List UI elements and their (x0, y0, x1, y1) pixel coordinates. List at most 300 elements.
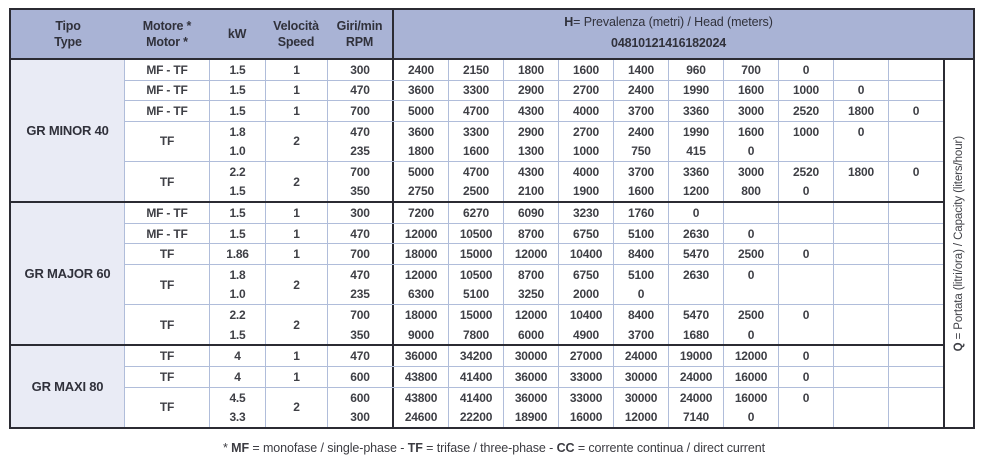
kw-value: 4 (234, 369, 241, 384)
capacity-value (889, 305, 943, 325)
rpm-cell (327, 122, 392, 161)
capacity-value: 2520 (793, 164, 819, 179)
capacity-value: 0 (747, 144, 755, 159)
capacity-value: 3000 (738, 164, 764, 179)
capacity-value: 3700 (628, 164, 654, 179)
rpm-value: 470 (350, 267, 370, 282)
header-kw-label: kW (227, 26, 247, 41)
capacity-value: 41400 (459, 369, 493, 384)
rpm-cell (327, 224, 392, 244)
capacity-value (834, 325, 888, 345)
capacity-cell (503, 305, 558, 344)
capacity-value: 0 (637, 287, 645, 302)
capacity-value (889, 407, 943, 427)
capacity-cell (448, 388, 503, 427)
spec-row (125, 387, 943, 427)
capacity-cell (888, 101, 943, 121)
capacity-cell (448, 60, 503, 80)
capacity-value (834, 244, 888, 264)
rpm-value: 300 (350, 205, 370, 220)
spec-row (125, 223, 943, 244)
rpm-value: 700 (350, 247, 370, 262)
footnote-segment: TF (407, 441, 423, 455)
capacity-cell (613, 101, 668, 121)
spec-row (125, 346, 943, 366)
head-col-label: 14 (658, 36, 672, 50)
rpm-value: 600 (350, 369, 370, 384)
capacity-value: 0 (802, 369, 810, 384)
capacity-value: 30000 (624, 369, 658, 384)
kw-value: 2.2 (229, 307, 246, 322)
capacity-value (834, 346, 888, 366)
rpm-value: 235 (350, 287, 370, 302)
capacity-cell (833, 244, 888, 264)
capacity-cell (503, 367, 558, 387)
capacity-value: 24000 (679, 369, 713, 384)
capacity-cell (723, 81, 778, 101)
capacity-cell (778, 346, 833, 366)
capacity-cell (778, 60, 833, 80)
speed-cell: 1 (265, 346, 327, 366)
section-rows (125, 346, 943, 427)
capacity-value: 4300 (518, 164, 544, 179)
motor-cell: TF (159, 247, 175, 262)
capacity-cell (448, 122, 503, 161)
capacity-cell (392, 265, 448, 304)
capacity-cell (833, 224, 888, 244)
capacity-value: 18900 (514, 410, 548, 425)
capacity-value (834, 407, 888, 427)
capacity-cell (668, 265, 723, 304)
capacity-cell (558, 203, 613, 223)
capacity-cell (723, 101, 778, 121)
capacity-value: 3000 (738, 103, 764, 118)
capacity-cell (723, 244, 778, 264)
capacity-label-prefix: Q (953, 342, 965, 352)
capacity-value: 19000 (679, 349, 713, 364)
capacity-value: 5470 (683, 247, 709, 262)
capacity-value: 5470 (683, 307, 709, 322)
capacity-value (779, 325, 833, 345)
header-tipo-line1: Tipo (55, 18, 81, 33)
capacity-value: 0 (857, 83, 865, 98)
speed-cell: 2 (265, 305, 327, 344)
capacity-cell (723, 162, 778, 201)
capacity-cell (392, 346, 448, 366)
capacity-value: 1800 (408, 144, 434, 159)
capacity-value: 3250 (518, 287, 544, 302)
capacity-cell (888, 367, 943, 387)
capacity-cell (723, 367, 778, 387)
capacity-cell (448, 81, 503, 101)
capacity-value: 2630 (683, 267, 709, 282)
capacity-value: 15000 (459, 307, 493, 322)
capacity-value: 1600 (628, 184, 654, 199)
rpm-value: 470 (350, 226, 370, 241)
capacity-value: 2750 (408, 184, 434, 199)
capacity-cell (613, 388, 668, 427)
capacity-value (834, 265, 888, 285)
kw-cell (209, 101, 265, 121)
capacity-value: 4900 (573, 327, 599, 342)
rpm-value: 470 (350, 83, 370, 98)
capacity-value (889, 367, 943, 387)
capacity-cell (558, 224, 613, 244)
capacity-value (889, 388, 943, 408)
capacity-cell (558, 367, 613, 387)
capacity-value (889, 122, 943, 142)
rpm-value: 600 (350, 390, 370, 405)
capacity-cell (888, 388, 943, 427)
capacity-value: 18000 (404, 307, 438, 322)
capacity-cell (448, 224, 503, 244)
capacity-value: 2000 (573, 287, 599, 302)
capacity-value: 18000 (404, 247, 438, 262)
capacity-value (834, 182, 888, 202)
kw-value: 1.0 (229, 144, 246, 159)
capacity-value: 7140 (683, 410, 709, 425)
pump-model-cell: GR MINOR 40 (11, 60, 125, 201)
capacity-cell (613, 346, 668, 366)
capacity-cell (448, 265, 503, 304)
capacity-cell (668, 162, 723, 201)
capacity-cell (778, 81, 833, 101)
capacity-value: 5100 (628, 226, 654, 241)
kw-cell (209, 122, 265, 161)
kw-value: 1.5 (229, 184, 246, 199)
capacity-value: 0 (747, 226, 755, 241)
capacity-value: 3300 (463, 124, 489, 139)
capacity-value: 3700 (628, 327, 654, 342)
capacity-cell (613, 244, 668, 264)
capacity-value: 1900 (573, 184, 599, 199)
capacity-value (779, 407, 833, 427)
capacity-cell (503, 224, 558, 244)
capacity-value: 6750 (573, 267, 599, 282)
capacity-value: 415 (686, 144, 706, 159)
head-title-prefix: H (564, 15, 574, 30)
capacity-cell (392, 101, 448, 121)
rpm-value: 700 (350, 307, 370, 322)
capacity-value: 700 (741, 62, 761, 77)
capacity-value (834, 141, 888, 161)
rpm-value: 700 (350, 164, 370, 179)
capacity-value: 0 (802, 184, 810, 199)
capacity-value: 1600 (463, 144, 489, 159)
capacity-value: 10400 (569, 307, 603, 322)
head-col-label: 10 (631, 36, 645, 50)
capacity-value: 2500 (738, 247, 764, 262)
capacity-cell (558, 81, 613, 101)
capacity-cell (888, 81, 943, 101)
capacity-cell (668, 244, 723, 264)
capacity-value: 4000 (573, 164, 599, 179)
footnote-segment: = trifase / three-phase - (422, 441, 557, 455)
capacity-value: 8400 (628, 247, 654, 262)
kw-cell (209, 81, 265, 101)
header-velocita-line2: Speed (277, 35, 315, 49)
motor-cell: MF - TF (146, 205, 188, 220)
kw-value: 1.5 (229, 103, 246, 118)
kw-value: 1.86 (226, 247, 249, 262)
capacity-cell (778, 203, 833, 223)
capacity-cell (558, 244, 613, 264)
capacity-cell (392, 388, 448, 427)
capacity-value: 15000 (459, 247, 493, 262)
footnote-segment: * (223, 441, 232, 455)
capacity-value: 24000 (679, 390, 713, 405)
kw-cell (209, 265, 265, 304)
pump-section (11, 344, 943, 427)
capacity-value: 0 (802, 349, 810, 364)
header-motore-line1: Motore * (142, 18, 192, 33)
kw-cell (209, 367, 265, 387)
section-rows (125, 203, 943, 344)
capacity-value: 10500 (459, 267, 493, 282)
capacity-cell (833, 265, 888, 304)
capacity-cell (448, 203, 503, 223)
capacity-cell (503, 81, 558, 101)
pump-model-cell: GR MAJOR 60 (11, 203, 125, 344)
capacity-value (834, 60, 888, 80)
kw-value: 3.3 (229, 410, 246, 425)
speed-cell: 1 (265, 60, 327, 80)
spec-row (125, 264, 943, 304)
capacity-value: 4300 (518, 103, 544, 118)
capacity-value (724, 203, 778, 223)
speed-cell: 2 (265, 162, 327, 201)
pump-section (11, 201, 943, 344)
rpm-cell (327, 203, 392, 223)
capacity-cell (503, 203, 558, 223)
capacity-cell (392, 305, 448, 344)
capacity-cell (778, 122, 833, 161)
motor-cell: TF (159, 400, 175, 415)
capacity-value: 3600 (408, 83, 434, 98)
capacity-cell (668, 305, 723, 344)
kw-value: 1.5 (229, 62, 246, 77)
pump-specs-table (9, 8, 975, 429)
capacity-value (779, 265, 833, 285)
capacity-cell (503, 60, 558, 80)
kw-cell (209, 224, 265, 244)
capacity-cell (888, 203, 943, 223)
capacity-value: 0 (747, 327, 755, 342)
capacity-cell (833, 203, 888, 223)
capacity-value: 3360 (683, 103, 709, 118)
capacity-value: 9000 (408, 327, 434, 342)
head-title-rest: = Prevalenza (metri) / Head (meters) (573, 15, 773, 30)
capacity-value (889, 285, 943, 305)
head-col-label: 18 (685, 36, 699, 50)
capacity-value: 0 (857, 124, 865, 139)
capacity-value: 6000 (518, 327, 544, 342)
kw-value: 2.2 (229, 164, 246, 179)
capacity-cell (668, 388, 723, 427)
capacity-value: 10500 (459, 226, 493, 241)
capacity-cell (558, 101, 613, 121)
capacity-value: 1680 (683, 327, 709, 342)
header-kw (209, 10, 265, 58)
speed-cell: 1 (265, 244, 327, 264)
capacity-cell (888, 162, 943, 201)
speed-cell: 1 (265, 203, 327, 223)
capacity-value: 4700 (463, 103, 489, 118)
capacity-cell (503, 101, 558, 121)
header-motore-line2: Motor * (146, 35, 188, 49)
capacity-value: 2500 (738, 307, 764, 322)
capacity-cell (613, 305, 668, 344)
capacity-value (889, 81, 943, 101)
capacity-value: 43800 (404, 369, 438, 384)
capacity-value: 7800 (463, 327, 489, 342)
footnote (0, 441, 988, 455)
section-rows (125, 60, 943, 201)
capacity-cell (503, 346, 558, 366)
capacity-value (834, 388, 888, 408)
kw-value: 4 (234, 349, 241, 364)
capacity-value: 4000 (573, 103, 599, 118)
capacity-value: 12000 (514, 307, 548, 322)
capacity-value: 16000 (569, 410, 603, 425)
capacity-value: 960 (686, 62, 706, 77)
capacity-cell (888, 265, 943, 304)
capacity-value: 8700 (518, 226, 544, 241)
capacity-value: 5100 (463, 287, 489, 302)
capacity-cell (668, 367, 723, 387)
pump-section (11, 60, 943, 201)
capacity-axis-cell (943, 60, 973, 427)
rpm-cell (327, 81, 392, 101)
motor-cell: TF (159, 134, 175, 149)
pump-model-cell: GR MAXI 80 (11, 346, 125, 427)
capacity-value: 1800 (518, 62, 544, 77)
kw-value: 1.0 (229, 287, 246, 302)
capacity-cell (558, 265, 613, 304)
speed-cell: 2 (265, 122, 327, 161)
capacity-value: 1990 (683, 83, 709, 98)
capacity-value: 2900 (518, 124, 544, 139)
capacity-value (889, 60, 943, 80)
head-column-labels (611, 35, 726, 58)
motor-cell: TF (159, 317, 175, 332)
rpm-value: 470 (350, 124, 370, 139)
capacity-cell (723, 122, 778, 161)
capacity-value: 36000 (514, 390, 548, 405)
rpm-value: 700 (350, 103, 370, 118)
capacity-value: 8700 (518, 267, 544, 282)
motor-cell: TF (159, 174, 175, 189)
capacity-value: 6300 (408, 287, 434, 302)
capacity-cell (778, 367, 833, 387)
capacity-cell (503, 244, 558, 264)
capacity-cell (613, 367, 668, 387)
capacity-cell (778, 162, 833, 201)
rpm-value: 300 (350, 410, 370, 425)
header-rpm-line2: RPM (345, 35, 374, 49)
capacity-cell (888, 60, 943, 80)
capacity-value: 0 (802, 390, 810, 405)
capacity-value: 3360 (683, 164, 709, 179)
capacity-value: 3600 (408, 124, 434, 139)
motor-cell: TF (159, 277, 175, 292)
speed-cell: 1 (265, 101, 327, 121)
rpm-cell (327, 346, 392, 366)
capacity-value (889, 203, 943, 223)
table-sections (11, 60, 943, 427)
kw-cell (209, 244, 265, 264)
motor-cell: TF (159, 369, 175, 384)
speed-cell: 1 (265, 81, 327, 101)
capacity-label-rest: = Portata (litri/ora) / Capacity (liters/hour) (953, 135, 965, 343)
rpm-cell (327, 367, 392, 387)
footnote-segment: = monofase / single-phase - (249, 441, 408, 455)
capacity-value (889, 182, 943, 202)
capacity-value: 2700 (573, 83, 599, 98)
capacity-value: 6090 (518, 205, 544, 220)
capacity-value: 12000 (404, 226, 438, 241)
head-col-label: 20 (698, 36, 713, 50)
capacity-value: 1200 (683, 184, 709, 199)
motor-cell: MF - TF (146, 62, 188, 77)
capacity-value: 5000 (408, 103, 434, 118)
capacity-cell (833, 101, 888, 121)
head-col-label: 4 (617, 36, 625, 50)
capacity-value: 1600 (573, 62, 599, 77)
capacity-value: 1800 (848, 164, 874, 179)
capacity-cell (778, 388, 833, 427)
capacity-value (779, 224, 833, 244)
capacity-value: 750 (631, 144, 651, 159)
kw-value: 1.5 (229, 205, 246, 220)
capacity-cell (833, 81, 888, 101)
capacity-cell (503, 122, 558, 161)
capacity-value: 2520 (793, 103, 819, 118)
capacity-cell (448, 305, 503, 344)
kw-cell (209, 305, 265, 344)
capacity-value: 2400 (408, 62, 434, 77)
capacity-value: 5100 (628, 267, 654, 282)
capacity-cell (613, 60, 668, 80)
kw-value: 1.5 (229, 83, 246, 98)
footnote-segment: MF (231, 441, 250, 455)
capacity-value: 1800 (848, 103, 874, 118)
capacity-value: 27000 (569, 349, 603, 364)
capacity-cell (833, 346, 888, 366)
capacity-value (779, 141, 833, 161)
rpm-value: 350 (350, 327, 370, 342)
capacity-cell (668, 203, 723, 223)
header-tipo (11, 10, 125, 58)
spec-row (125, 243, 943, 264)
capacity-value: 16000 (734, 390, 768, 405)
capacity-cell (723, 60, 778, 80)
capacity-cell (833, 60, 888, 80)
rpm-value: 470 (350, 349, 370, 364)
head-col-label: 16 (671, 36, 686, 50)
capacity-cell (613, 203, 668, 223)
capacity-value: 0 (912, 103, 920, 118)
capacity-cell (778, 101, 833, 121)
capacity-value: 1600 (738, 124, 764, 139)
capacity-cell (778, 265, 833, 304)
capacity-cell (392, 81, 448, 101)
capacity-cell (888, 346, 943, 366)
capacity-value: 24600 (404, 410, 438, 425)
capacity-value (889, 346, 943, 366)
capacity-value: 5000 (408, 164, 434, 179)
capacity-cell (448, 162, 503, 201)
